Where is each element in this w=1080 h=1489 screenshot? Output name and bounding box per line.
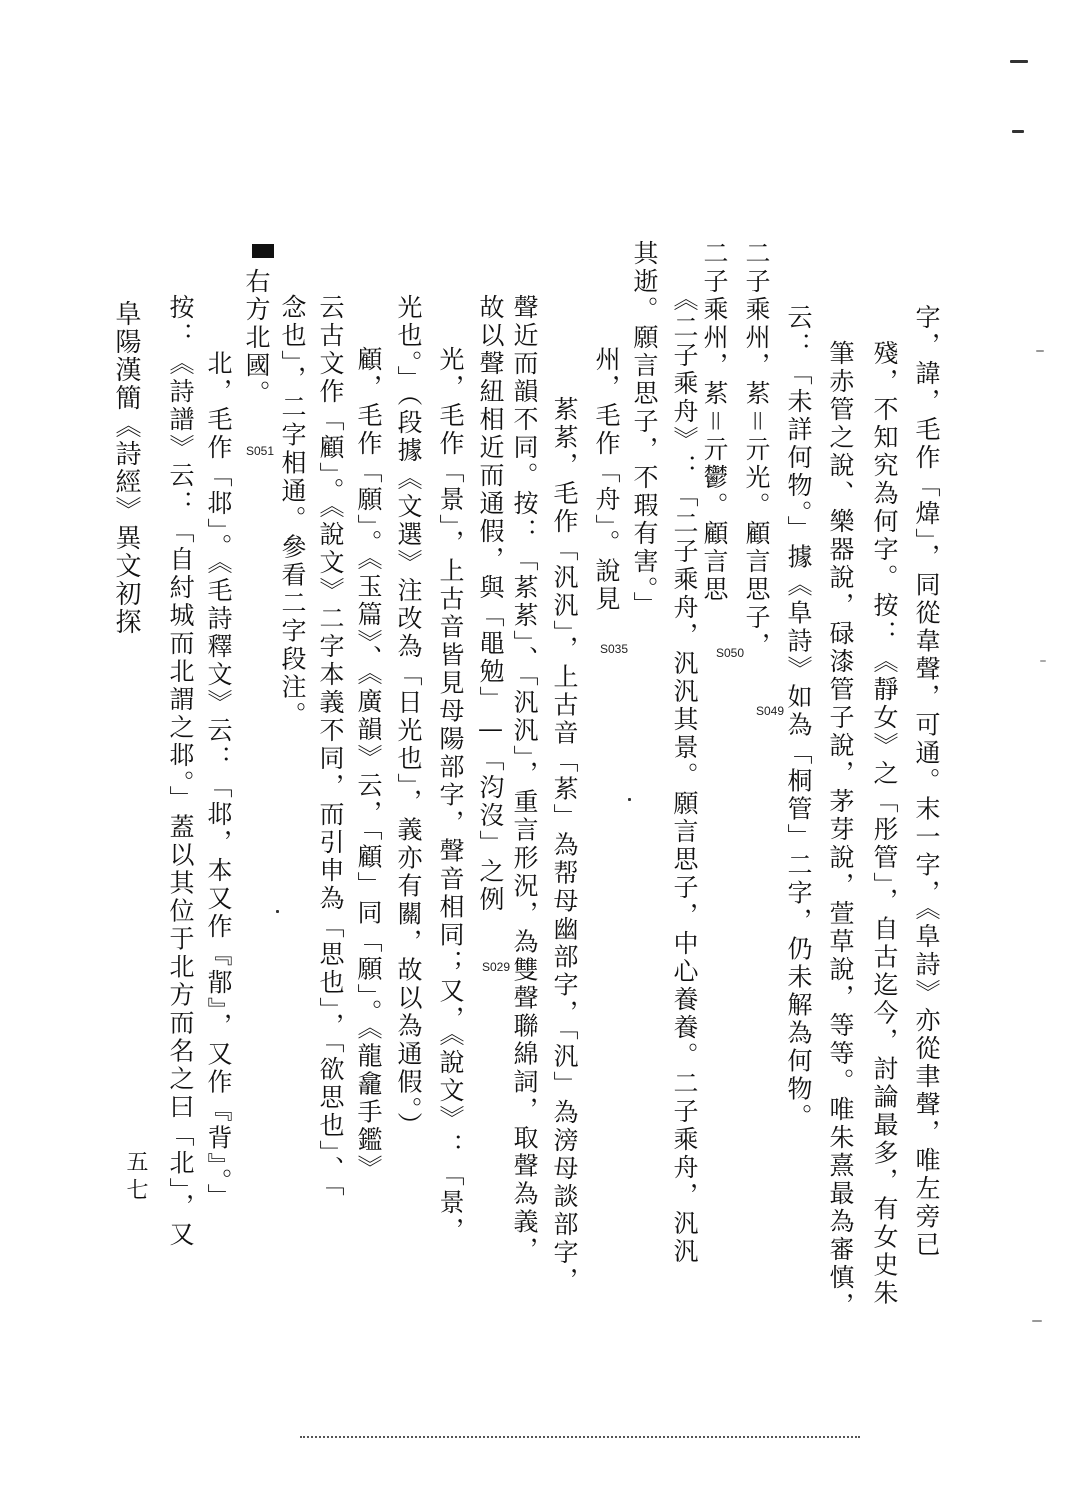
scan-speck [628, 798, 631, 801]
text-column: 殘，不知究為何字。按：《靜女》之「彤管」，自古迄今，討論最多，有女史朱 [870, 340, 899, 1308]
text-column: 二子乘州，䒺＝亓光。顧言思子， [742, 240, 771, 660]
text-column: 顧，毛作「願」。《玉篇》、《廣韻》云，「顧」同「願」。《龍龕手鑑》 [354, 346, 383, 1183]
text-column: 按：《詩譜》云：「自紂城而北謂之邶。」蓋以其位于北方而名之曰「北」，又 [166, 294, 195, 1249]
scan-speck [1032, 1320, 1042, 1322]
text-column: 聲近而韻不同。按：「䒺䒺」、「汎汎」，重言形況，為雙聲聯綿詞，取聲為義， [510, 294, 539, 1265]
text-column: 故以聲紐相近而通假，與「黽勉」—「汮沒」之例 [476, 294, 505, 914]
text-column: 州，毛作「舟」。說見 [592, 346, 621, 614]
slip-marker-s049: S049 [756, 704, 785, 718]
text-column: 光，毛作「景」，上古音皆見母陽部字，聲音相同；又，《說文》：「景， [436, 346, 465, 1245]
page-number: 五七 [123, 1150, 148, 1206]
slip-marker-s035: S035 [600, 642, 629, 656]
scan-dotted-line [300, 1436, 860, 1438]
text-column: 二子乘州，䒺＝亓鬱。顧言思 [700, 240, 729, 604]
text-column: 字，諱，毛作「煒」，同從韋聲，可通。末一字，《阜詩》亦從聿聲，唯左旁已 [912, 304, 941, 1259]
text-column: 念也」，二字相通。參看二字段注。 [278, 294, 307, 730]
text-column: 光也。」（段據《文選》注改為「日光也」，義亦有關，故以為通假。） [394, 294, 423, 1140]
text-column: 北，毛作「邶」。《毛詩釋文》云：「邶，本又作『鄁』，又作『背』。」 [204, 350, 233, 1212]
scan-speck [1010, 60, 1028, 63]
text-column: 云古文作「顧」。《說文》二字本義不同，而引申為「思也」，「欲思也」、「 [316, 294, 345, 1199]
scan-speck [1012, 130, 1024, 133]
text-column: 云：「未詳何物。」據《阜詩》如為「桐管」二字，仍未解為何物。 [784, 304, 813, 1132]
text-column: 䒺䒺，毛作「汎汎」，上古音「䒺」為帮母幽部字，「汎」為滂母談部字， [550, 396, 579, 1295]
running-head: 阜陽漢簡《詩經》異文初探 [111, 300, 141, 636]
text-column: 筆赤管之說、樂器說，碌漆管子說，茅芽說，萱草說，等等。唯朱熹最為審慎， [826, 340, 855, 1320]
slip-marker-s050: S050 [716, 646, 745, 660]
scan-speck [1040, 660, 1046, 662]
scan-speck [1036, 350, 1044, 352]
scan-speck [276, 910, 279, 913]
text-column: 其逝。願言思子，不瑕有害。」 [630, 240, 659, 620]
text-column: 《二子乘舟》：「二子乘舟，汎汎其景。願言思子，中心養養。二子乘舟，汎汎 [670, 286, 699, 1266]
section-square-marker [252, 244, 274, 258]
slip-marker-s029: S029 [482, 960, 511, 974]
text-column: 右方北國。 [242, 268, 271, 408]
slip-marker-s051: S051 [246, 444, 275, 458]
